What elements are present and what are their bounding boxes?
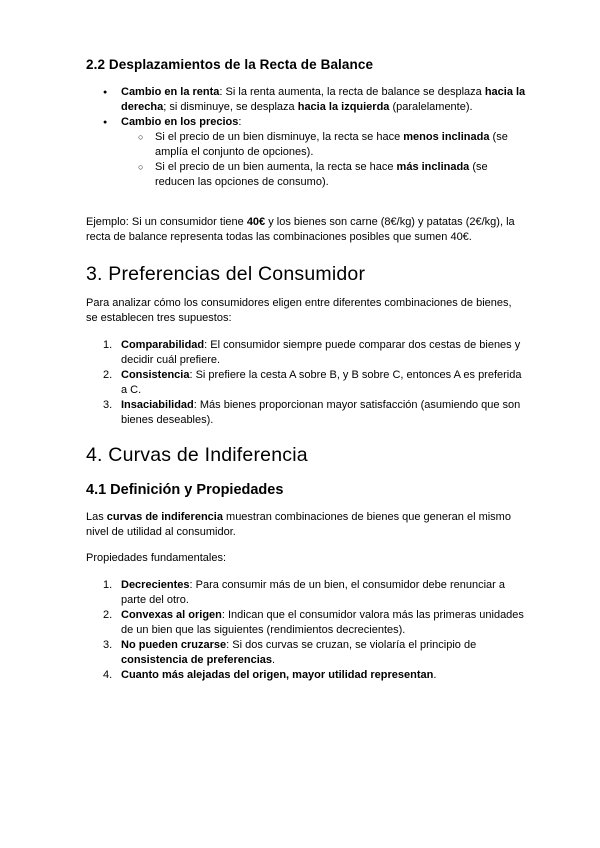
text-run: . [272,654,276,666]
property-item-convex [86,608,526,638]
bold-text: más inclinada [396,161,470,173]
definition-paragraph [86,510,522,540]
section-3-heading: 3. Preferencias del Consumidor [86,263,366,285]
subitem-text [155,131,508,158]
section-3-numbered-list [86,338,526,428]
bullet-item-price-change [86,115,526,190]
text-run: : Más bienes proporcionan mayor satisfacción (asumiendo que son bienes deseables). [121,399,521,426]
section-3-intro: Para analizar cómo los consumidores eligen entre diferentes combinaciones de bienes, se establecen tres supuestos: [86,297,512,324]
item-text [121,579,505,606]
text-run: Si el precio de un bien aumenta, la recta se hace [155,161,397,173]
bold-text: consistencia de preferencias [121,654,273,666]
bullet-item-income-change [86,85,526,115]
text-run: : El consumidor siempre puede comparar dos cestas de bienes y decidir cuál prefiere. [121,339,521,366]
bullet-text [121,86,525,113]
bold-text: Cuanto más alejadas del origen, mayor utilidad representan [121,669,434,681]
text-run: muestran combinaciones de bienes que generan el mismo nivel de utilidad al consumidor. [86,511,511,538]
assumption-item-insatiability [86,398,526,428]
subitem-price-decrease [86,130,526,160]
item-text [121,669,436,681]
text-run: y los bienes son carne (8€/kg) y patatas (2€/kg), la recta de balance representa todas las combinaciones posibles que sumen 40€. [86,216,515,243]
property-item-farther-more-utility [86,668,526,683]
price-change-sublist [86,130,526,190]
text-run: Las [86,511,107,523]
section-4-numbered-list [86,578,526,683]
text-run: Si el precio de un bien disminuye, la recta se hace [155,131,404,143]
property-item-no-crossing [86,638,526,668]
list-number: 3. [103,639,113,651]
properties-label: Propiedades fundamentales: [86,552,227,564]
bold-text: hacia la izquierda [297,101,390,113]
assumption-item-comparability [86,338,526,368]
bold-text: Consistencia [121,369,190,381]
bold-text: Comparabilidad [121,339,205,351]
item-text [121,639,476,666]
text-run: : Indican que el consumidor valora más las primeras unidades de un bien que las siguientes (rendimientos decrecientes). [121,609,524,636]
text-run: (se amplía el conjunto de opciones). [155,131,508,158]
property-item-decreasing [86,578,526,608]
bold-text: 40€ [246,216,266,228]
bold-text: Decrecientes [121,579,190,591]
section-4-1-heading: 4.1 Definición y Propiedades [86,482,284,498]
item-text [121,339,520,366]
list-number: 4. [103,669,113,681]
bullet-text [121,116,241,128]
item-text [121,369,521,396]
subitem-text [155,161,488,188]
bold-text: curvas de indiferencia [106,511,223,523]
text-run: : Si la renta aumenta, la recta de balance se desplaza [219,86,485,98]
bold-text: No pueden cruzarse [121,639,227,651]
bold-text: menos inclinada [403,131,490,143]
bold-text: Convexas al origen [121,609,222,621]
text-run: (se reducen las opciones de consumo). [155,161,488,188]
list-number: 3. [103,399,113,411]
text-run: : Si dos curvas se cruzan, se violaría el principio de [226,639,477,651]
text-run: : Para consumir más de un bien, el consumidor debe renunciar a parte del otro. [121,579,506,606]
bold-text: hacia la derecha [121,86,526,113]
list-number: 1. [103,339,113,351]
subitem-price-increase [86,160,526,190]
text-run: (paralelamente). [389,101,473,113]
list-number: 2. [103,369,113,381]
list-number: 1. [103,579,113,591]
bold-text: Cambio en los precios [121,116,239,128]
text-run: : [238,116,242,128]
item-text [121,609,524,636]
assumption-item-consistency [86,368,526,398]
text-run: Ejemplo: Si un consumidor tiene [86,216,247,228]
text-run: ; si disminuye, se desplaza [163,101,298,113]
section-4-heading: 4. Curvas de Indiferencia [86,444,308,466]
text-run: . [433,669,437,681]
section-2-2-heading: 2.2 Desplazamientos de la Recta de Balance [86,57,374,72]
example-paragraph [86,215,516,245]
bold-text: Insaciabilidad [121,399,194,411]
bold-text: Cambio en la renta [121,86,220,98]
item-text [121,399,520,426]
text-run: : Si prefiere la cesta A sobre B, y B sobre C, entonces A es preferida a C. [121,369,522,396]
section-2-2-bullet-list [86,85,526,190]
list-number: 2. [103,609,113,621]
